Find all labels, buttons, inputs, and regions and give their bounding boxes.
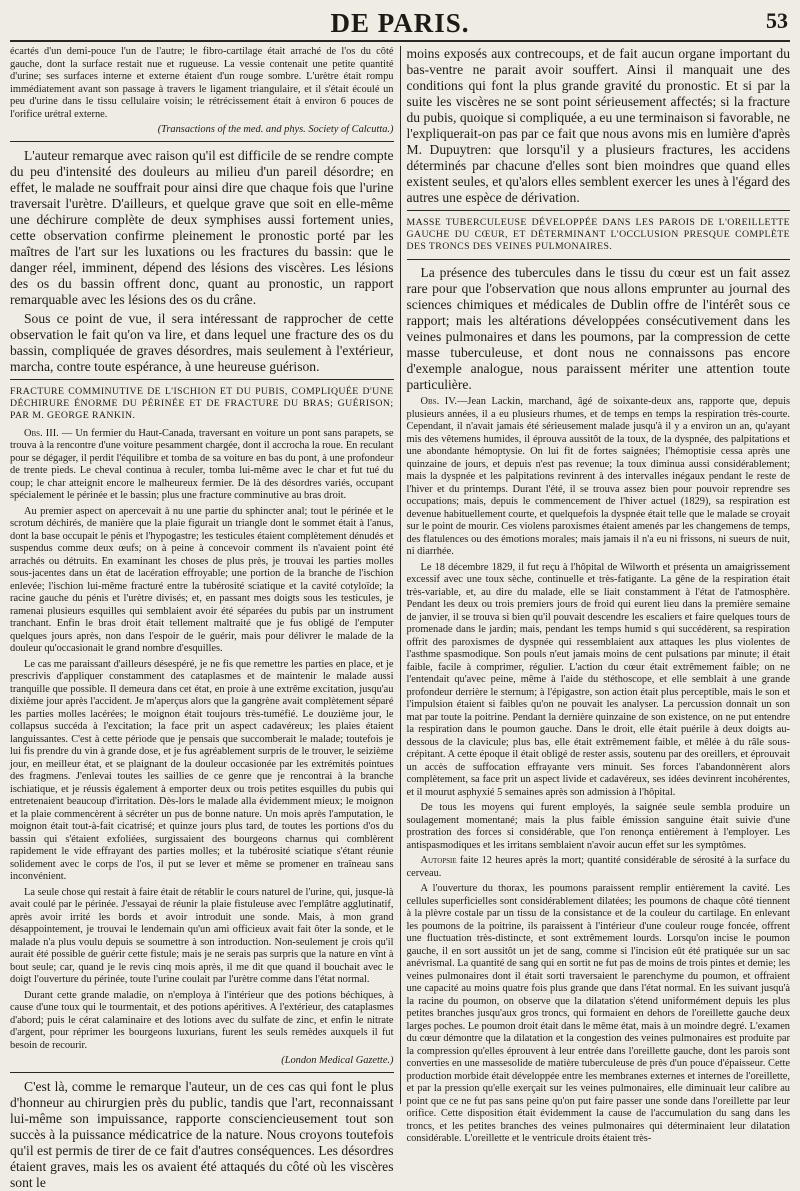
right-column bbox=[400, 46, 791, 1144]
paragraph-text: —Jean Lackin, marchand, âgé de soixante-deux ans, rapporte que, depuis plusieurs années, il a eu plusieurs rhumes, et de temps en temps la respiration très-courte. Cependant, il n'avait jamais été sérieusement malade jusqu'à il y a environ un an, qu'ayant mis des vêtemens humides, il éprouva aussitôt de la toux, de la dyspnée, des palpitations et une abondante hémoptysie. On lui fit de fortes saignées; l'hémoptisie cessa après une quinzaine de jours, et depuis n'est pas revenue; la toux diminua aussi considérablement; mais la dyspnée et les palpitations revinrent à des intervalles inégaux pendant le reste de l'hiver et du printemps. Durant l'été, il se trouva assez bien pour pouvoir reprendre ses occupations; mais, depuis le commencement de l'hiver actuel (1829), sa respiration est devenue habituellement courte, et quelquefois la dyspnée était telle que le malade se croyait sur le point de mourir. Ces violens paroxismes étaient amenés par les changemens de temps, des flatulences ou des émotions morales; mais jamais il n'a eu ni frissons, ni sueurs de nuit, ni diarrhée. bbox=[406, 396, 790, 557]
divider bbox=[407, 259, 791, 260]
source-citation: (London Medical Gazette.) bbox=[10, 1055, 394, 1073]
source-citation: (Transactions of the med. and phys. Society of Calcutta.) bbox=[10, 124, 394, 142]
observation-label: Obs. III. bbox=[24, 427, 59, 439]
paragraph-text: faite 12 heures après la mort; quantité considérable de sérosité à la surface du cerveau. bbox=[406, 855, 790, 879]
left-column bbox=[10, 46, 400, 1190]
paragraph: La présence des tubercules dans le tissu du cœur est un fait assez rare pour que l'observation que nous allons emprunter au journal des sciences chimiques et médicales de Dublin offre de l'intérêt sous ce rapport; mais les altérations développées consécutivement dans les veines pulmonaires et dans les poumons, par la compression de cette masse tuberculeuse, et dont nous ne connaissons pas encore d'exemple analogue, nous paraissent mériter une attention toute particulière. bbox=[406, 265, 790, 392]
paragraph: moins exposés aux contrecoups, et de fait aucun organe important du bas-ventre ne parait avoir souffert. Ainsi il manquait une des conditions qui font la plus grande gravité du pronostic. Et si par la suite les viscères ne se sont point sérieusement affectés; si la fracture du pubis, quoique si compliquée, a eu une terminaison si favorable, ne l'expliquerait-on pas par ce fait que nous avons mis en lumière d'après M. Dupuytren: que lorsqu'il y a plusieurs fractures, les accidens déterminés par chacune d'elles sont bien moindres que quand elles existent seules, et qu'alors elles semblent exercer les unes à l'égard des autres une espèce de dérivation. bbox=[406, 46, 790, 205]
article-heading: FRACTURE COMMINUTIVE DE L'ISCHION ET DU PUBIS, COMPLIQUÉE D'UNE DÉCHIRURE ÉNORME DU PÉRINÉE ET DE FRACTURE DU BRAS; GUÉRISON; PAR M. GEORGE RANKIN. bbox=[10, 385, 394, 421]
paragraph: L'auteur remarque avec raison qu'il est difficile de se rendre compte du peu d'intensité des douleurs au milieu d'un pareil désordre; en effet, le malade ne souffrait pour ainsi dire que chaque fois que l'urine traversait l'urètre. D'ailleurs, et quelque grave que soit en elle-même une déchirure complète de deux symphises aussi fortement unies, cette observation confirme pleinement le pronostic porté par les maîtres de l'art sur les luxations ou les fractures du bassin: que le danger réel, imminent, dépend des lésions des viscères. Les lésions des os du bassin offrent donc, quant au pronostic, un rapport remarquable avec les lésions des os du crâne. bbox=[10, 147, 394, 307]
paragraph: Sous ce point de vue, il sera intéressant de rapprocher de cette observation le fait qu'on va lire, et dans lequel une fracture des os du bassin, compliquée de graves désordres, mais seulement à l'extérieur, marcha, contre toute espérance, à une heureuse guérison. bbox=[10, 310, 394, 374]
paragraph: Le 18 décembre 1829, il fut reçu à l'hôpital de Wilworth et présenta un amaigrissement excessif avec une toux sèche, continuelle et très-fatigante. La gêne de la respiration était très-variable, et, au dire du malade, elle se liait constamment à l'état de l'atmosphère. Pendant les deux ou trois premiers jours de froid qui eurent lieu dans la première semaine de janvier, il se trouva si bien qu'il pouvait descendre les escaliers et faire quelques tours de promenade dans le jardin; mais, pendant les temps humid s qui succédèrent, sa respiration offrit des paroxismes de dyspnée qui ressemblaient aux attaques les plus violentes de l'asthme spasmodique. Son pouls n'eut jamais moins de cent pulsations par minute; il était faible, facile à comprimer, régulier. L'action du cœur était extrêmement faible; on ne l'entendait qu'avec peine, même à l'aide du stéthoscope, et elle semblait à une grande profondeur derrière le sternum; à l'épigastre, son action était plus perceptible, mais le son et l'impulsion étaient si faibles qu'on ne pouvait les analyser. La percussion donnait un son mat par toute la poitrine. Pendant la dernière quinzaine de son existence, on ne put entendre la respiration dans le poumon gauche. Dans le droit, elle était puérile à deux doigts au-dessous de la clavicule; plus bas, elle était extrêmement faible, et mêlée à du râle sous-crépitant. A cette époque il était obligé de rester assis, soutenu par des oreillers, et éprouvait un accès de suffocation effrayante vers minuit. Ses forces l'abandonnèrent alors complètement, sa face prit un aspect livide et cadavéreux, ses idées devinrent incohérentes, et il mourut asphyxié 5 semaines après son admission à l'hôpital. bbox=[406, 561, 790, 798]
divider bbox=[10, 379, 394, 380]
autopsy-label: Autopsie bbox=[420, 855, 457, 866]
paragraph: Le cas me paraissant d'ailleurs désespéré, je ne fis que remettre les parties en place, et je prescrivis d'appliquer constamment des cataplasmes et de maintenir le malade aussi tranquille que possible. Il demeura dans cet état, en proie à une extrême excitation, jusqu'au dixième jour après l'accident. Je m'aperçus alors que la gangrène avait complètement séparé les parties molles lacérées; le moignon était toujours très-tuméfié. Le douzième jour, le collapsus succéda à l'excitation; la face prit un aspect cadavéreux; les plaies étaient languissantes. C'est à cette période que je pensais que succomberait le malade; toutefois je lui fis prendre du vin à grande dose, et je fus agréablement surpris de le trouver, le seizième jour, en meilleur état, et se plaignant de la douleur occasionée par les extrémités pointues des fragmens. J'enlevai toutes les saillies de ce genre que je rencontrai à la branche ischiatique, et je réussis également à emporter deux ou trois petites esquilles du pubis qui entretenaient beaucoup d'irritation. Dès-lors le malade alla évidemment mieux; le moignon et la plaie commencèrent à sécréter un pus de bonne nature. Un mois après l'amputation, le moignon était tout-à-fait cicatrisé; et quinze jours plus tard, de toutes les portions d'os du bassin qui s'étaient exfoliées, surgissaient des bourgeons charnus qui comblèrent rapidement le vide effrayant des parties molles; et la tubérosité sciatique s'étant réunie solidement avec le corps de l'os, il put se lever et même se promener en traîneau sans inconvénient. bbox=[10, 658, 394, 882]
paragraph: Au premier aspect on apercevait à nu une partie du sphincter anal; tout le périnée et le scrotum déchirés, de manière que la plaie figurait un triangle dont le sommet était à l'anus, dont la base occupait le pénis et l'hypogastre; les testicules étaient complètement dénudés et suspendus comme deux œufs; on à peine à concevoir comment ils n'avaient point été arrachés ou détruits. En examinant les choses de plus près, je trouvai les parties molles sous-jacentes dans un état de lacération effroyable; une portion de la branche de l'ischion enlevée; l'ischion lui-même fracturé entre la tubérosité sciatique et la cavité cotyloïde; la racine gauche du pénis et l'urètre divisés; et, en passant mes doigts sous les testicules, je ramenai plusieurs esquilles qui semblaient avoir été séparées du pubis par un instrument tranchant. Enfin le bras droit était tellement maltraité que je fus obligé de l'emputer quelques jours après, non dans l'espoir de le guérir, mais pour délivrer le malade de la douleur qu'occasionait le grand nombre d'esquilles. bbox=[10, 505, 394, 654]
paragraph: écartés d'un demi-pouce l'un de l'autre; le fibro-cartilage était arraché de l'os du côté gauche, dont la surface restait nue et rugueuse. La vessie contenait une petite quantité d'urine; ses surfaces interne et externe étaient d'un rouge sombre. L'urètre était rompu immédiatement avant son passage à travers le ligament triangulaire, et il s'était écoulé un peu d'urine dans le tissu cellulaire voisin; le rétrécissement était à environ 6 pouces de l'orifice urétral externe. bbox=[10, 46, 394, 120]
divider bbox=[407, 210, 791, 211]
paragraph: De tous les moyens qui furent employés, la saignée seule sembla produire un soulagement momentané; mais la plus faible émission sanguine était suivie d'une prostration des forces si considérable, que l'on renonça entièrement à l'employer. Les antispasmodiques et les irritans semblaient n'avoir aucun effet sur les symptômes. bbox=[406, 802, 790, 851]
page-number: 53 bbox=[766, 8, 788, 33]
two-column-body bbox=[10, 46, 790, 1190]
paragraph: La seule chose qui restait à faire était de rétablir le cours naturel de l'urine, qui, jusque-là avait coulé par le périnée. J'essayai de réunir la plaie fistuleuse avec l'emplâtre agglutinatif, après avoir irrité les bords et avoir introduit une sonde. Mais, à mon grand désappointement, je trouvai le lendemain qu'un ami officieux avait fait ôter la sonde, et le malade n'a plus voulu depuis se soumettre à son introduction. Non-seulement je crois qu'il aurait été possible de guérir cette fistule; mais je ne serais pas surpris que la nature en vînt à bout seule; car, quand je le revis cinq mois après, il me dit que quand il bouchait avec le doigt l'ouverture du périnée, toute l'urine coulait par l'urètre comme dans l'état normal. bbox=[10, 886, 394, 985]
paragraph bbox=[407, 396, 791, 559]
running-title: DE PARIS. bbox=[330, 8, 470, 38]
paragraph-text: — Un fermier du Haut-Canada, traversant en voiture un pont sans parapets, se trouva à la rencontre d'une voiture pesamment chargée, dont il accrocha la roue. En reculant pour se dégager, il perdit l'équilibre et tomba de sa voiture en bas du pont, à une profondeur de trente pieds. Le cheval continua à reculer, tomba lui-même avec le char et fut tué du coup; le char atteignit encore le malheureux fermier. De là des désordres variés, occupant spécialement le périnée et le bassin; plus une fracture comminutive au bras droit. bbox=[10, 427, 394, 501]
paragraph: C'est là, comme le remarque l'auteur, un de ces cas qui font le plus d'honneur au chirurgien près du public, tandis que l'art, reconnaissant lui-même son impuissance, rapporte consciencieusement tout son succès à la puissance médicatrice de la nature. Nous croyons toutefois qu'il est permis de tirer de ce fait d'autres conséquences. Les désordres étaient graves, mais les os avaient été attaqués du côté où les viscères sont le bbox=[10, 1078, 394, 1190]
article-heading: MASSE TUBERCULEUSE DÉVELOPPÉE DANS LES PAROIS DE L'OREILLETTE GAUCHE DU CŒUR, ET DÉTERMINANT L'OCCLUSION PRESQUE COMPLÈTE DES TRONCS DES VEINES PULMONAIRES. bbox=[406, 217, 790, 252]
paragraph: Durant cette grande maladie, on n'employa à l'intérieur que des potions béchiques, à cause d'une toux qui le tourmentait, et des potions apéritives. A l'extérieur, des cataplasmes d'abord; puis le cérat calaminaire et des lotions avec du sulfate de zinc, et enfin le nitrate d'argent, pour réprimer les bourgeons luxurians, furent les seuls remèdes auxquels il fut besoin de recourir. bbox=[10, 989, 394, 1051]
observation-label: Obs. IV. bbox=[420, 396, 458, 407]
page-header bbox=[10, 6, 790, 42]
paragraph bbox=[10, 428, 394, 503]
paragraph bbox=[407, 855, 791, 880]
newspaper-page bbox=[10, 6, 790, 1190]
paragraph: A l'ouverture du thorax, les poumons paraissent remplir entièrement la cavité. Les cellules superficielles sont considérablement dilatées; les poumons de chaque côté tiennent à la plèvre costale par un tissu de la consistance et de la couleur du cartilage. En enlevant les poumons de la poitrine, ils paraissent à l'intérieur d'une couleur rouge foncée, offrent une fluctuation très-distincte, et sont extrêmement lourds. Lorsqu'on incise le poumon gauche, il en sort aussitôt un jet de sang, comme si l'incision eût été pratiquée sur un sac anévrismal. La quantité de sang qui en sortit ne fut pas de moins de trois pintes et demie; les veines pulmonaires dont il était sorti traversaient le parenchyme du poumon, et offraient une capacité au moins quatre fois plus grande que dans l'état normal. En les suivant jusqu'à la racine du poumon, on observe que la dilatation s'étend uniformément depuis les plus petites branches jusqu'aux gros troncs, qui formaient en dehors de l'oreillette gauche deux larges poches. Le poumon droit était dans le même état, mais à un moindre degré. L'examen du cœur démontre que la dilatation et la congestion des veines pulmonaires est produite par la compression qu'elles éprouvent à leur entrée dans l'oreillette gauche, dont les parois sont converties en une massesolide de matière tuberculeuse de près d'un pouce d'épaisseur. Cette production morbide était développée entre les membranes externes et internes de l'oreillette, et par la pression qu'elle exerçait sur les veines pulmonaires, elle diminuait leur calibre au point que ce ne fut pas sans peine qu'on put faire passer une sonde dans l'oreillette par leur orifice. Cette disposition était évidemment la cause de l'accumulation du sang dans les troncs, et les petites branches des veines pulmonaires qui déterminaient leur dilatation considérable. L'oreillette et le ventricule droits étaient très- bbox=[406, 883, 790, 1144]
